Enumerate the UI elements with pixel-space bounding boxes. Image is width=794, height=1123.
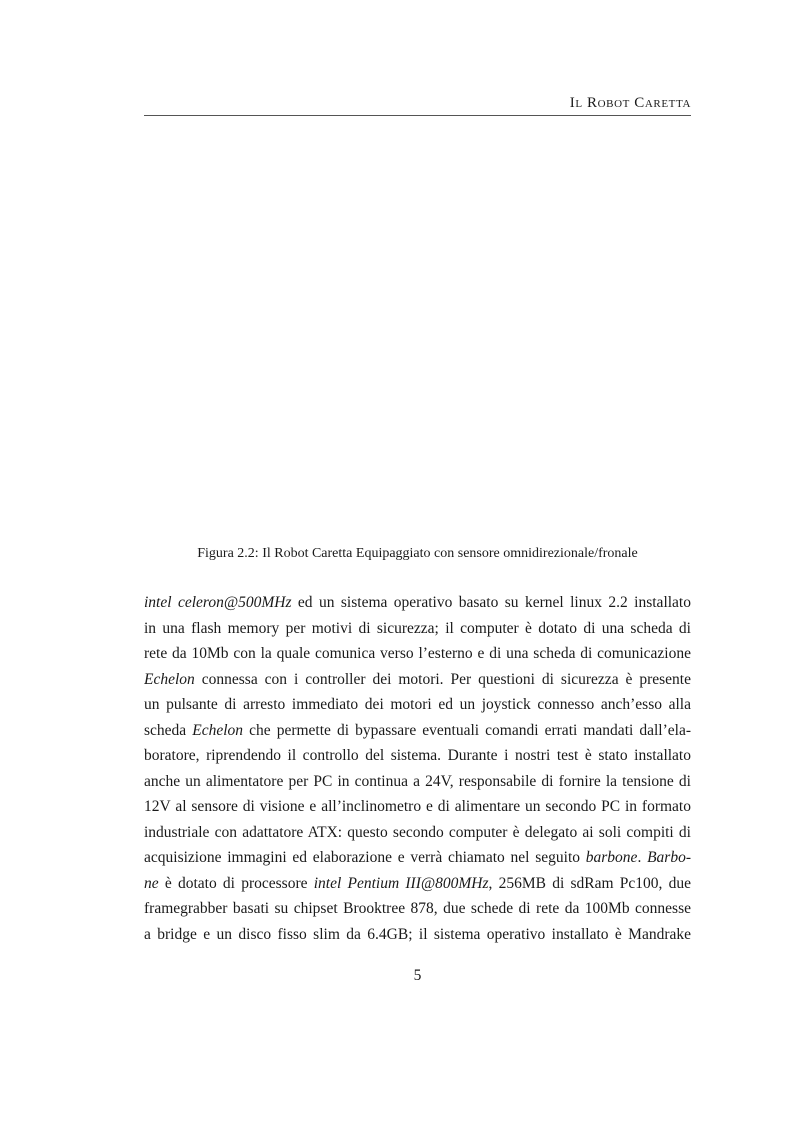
text-span: ed un sistema operativo basato su kernel linux 2.2 installato <box>291 594 691 611</box>
text-span: framegrabber basati su chipset Brooktree 878, due schede di rete da 100Mb connesse <box>144 900 691 917</box>
text-line <box>144 667 691 693</box>
text-span: a bridge e un disco fisso slim da 6.4GB; il sistema operativo installato è Mandrake <box>144 925 691 943</box>
text-span: industriale con adattatore ATX: questo secondo computer è delegato ai soli compiti di <box>144 823 691 841</box>
text-span: in una flash memory per motivi di sicurezza; il computer è dotato di una scheda di <box>144 619 691 637</box>
text-span: un pulsante di arresto immediato dei motori ed un joystick connesso anch’esso alla <box>144 696 691 713</box>
text-line <box>144 590 691 616</box>
text-span: connessa con i controller dei motori. Per questioni di sicurezza è presente <box>194 670 691 688</box>
text-italic: barbone <box>585 849 638 866</box>
text-span: anche un alimentatore per PC in continua a 24V, responsabile di fornire la tensione di <box>144 772 691 790</box>
text-span: che permette di bypassare eventuali comandi errati mandati dall’ela- <box>243 721 691 739</box>
text-line <box>144 718 691 744</box>
text-line <box>144 794 691 820</box>
text-span: acquisizione immagini ed elaborazione e verrà chiamato nel seguito <box>144 849 586 866</box>
text-line <box>144 769 691 795</box>
text-span: scheda <box>144 721 193 739</box>
text-line <box>144 871 691 897</box>
text-span: 12V al sensore di visione e all’inclinometro e di alimentare un secondo PC in formato <box>144 798 691 815</box>
text-span: , 256MB di sdRam Pc100, due <box>488 874 691 892</box>
text-span: boratore, riprendendo il controllo del sistema. Durante i nostri test è stato installato <box>144 747 691 764</box>
text-line <box>144 845 691 871</box>
text-line <box>144 922 691 948</box>
text-span: rete da 10Mb con la quale comunica verso l’esterno e di una scheda di comunicazione <box>144 645 691 662</box>
text-span: è dotato di processore <box>158 874 314 892</box>
text-line <box>144 820 691 846</box>
text-line <box>144 896 691 922</box>
text-italic: intel Pentium III@800MHz <box>313 874 489 892</box>
text-line <box>144 743 691 769</box>
header-rule <box>144 115 691 116</box>
page-number: 5 <box>413 967 422 984</box>
text-italic: Echelon <box>144 670 195 688</box>
text-line <box>144 692 691 718</box>
running-header: Il Robot Caretta <box>569 95 691 111</box>
figure-caption: Figura 2.2: Il Robot Caretta Equipaggiato con sensore omnidirezionale/fronale <box>197 546 638 561</box>
text-line <box>144 641 691 667</box>
body-paragraph <box>144 590 691 947</box>
text-italic: ne <box>144 874 159 892</box>
text-italic: intel celeron@500MHz <box>144 594 292 611</box>
text-line <box>144 616 691 642</box>
text-italic: Echelon <box>192 721 244 739</box>
text-span: . <box>637 849 648 866</box>
figure-area <box>144 125 691 535</box>
text-italic: Barbo- <box>647 849 691 866</box>
